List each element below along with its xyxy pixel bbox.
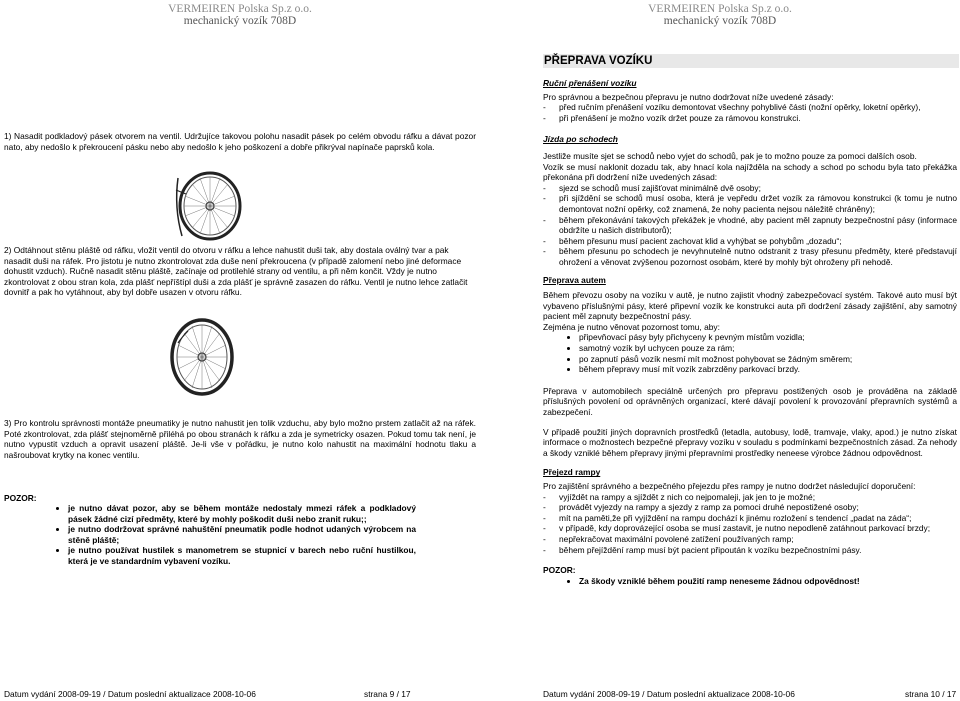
list-item: - během přejíždění ramp musí být pacient připoután k vozíku bezpečnostními pásy. [543, 545, 957, 556]
warning-item: • je nutno dávat pozor, aby se během montáže nedostaly mmezi ráfek a podkladový pásek žádné cizí předměty, které by mohly poškodit duši nebo zranit ruku;; [68, 503, 416, 524]
list-item: - při sjíždění se schodů musí osoba, která je vepředu držet vozík za rámovou konstrukci (k tomu je nutno demontovat nožní opěrky, což znamená, že nohy pacienta nejsou náležitě chráněny); [543, 193, 957, 214]
car-paragraph-2: Zejména je nutno věnovat pozornost tomu, aby: [543, 321, 720, 332]
hand-carry-intro: Pro správnou a bezpečnou přepravu je nutno dodržovat níže uvedené zásady: [543, 91, 834, 102]
step-1-text: 1) Nasadit podkladový pásek otvorem na ventil. Udržujíce takovou polohu nasadit pásek po celém obvodu ráfku a dávat pozor nato, aby nedošlo k překroucení pásku nebo aby nedošlo k jeho poškození a dobře přikrýval napínače paprsků kola. [4, 131, 476, 152]
section-heading-ramp: Přejezd rampy [543, 467, 601, 478]
right-content [543, 78, 957, 586]
stairs-paragraph-1: Jestliže musíte sjet se schodů nebo vyjet do schodů, pak je to možno pouze za pomoci dalších osob. [543, 150, 917, 161]
warning-label: POZOR: [4, 493, 37, 503]
list-item: • samotný vozík byl uchycen pouze za rám; [579, 343, 957, 354]
company-name: VERMEIREN Polska Sp.z o.o. [168, 3, 312, 15]
list-item: - v případě, kdy doprovázející osoba se musí zastavit, je nutno nepodleně zatáhnout parkovací brzdy; [543, 523, 957, 534]
warning-item: • je nutno dodržovat správné nahuštění pneumatik podle hodnot udaných výrobcem na stěně pláště; [68, 524, 416, 545]
section-heading-hand-carry: Ruční přenášení vozíku [543, 78, 637, 88]
company-name: VERMEIREN Polska Sp.z o.o. [648, 3, 792, 15]
step-3-text: 3) Pro kontrolu správnosti montáže pneumatiky je nutno nahustit jen tolik vzduchu, aby bylo možno prstem zatlačit až na ráfek. Poté zkontrolovat, zda plášť stejnoměrně přiléhá po obou stranách k ráfku a zda je symetricky osazen. Pokud tomu tak není, je nutno vypustit vzduch a opravit usazení pláště. Je-li vše v pořádku, je nutno kolo nahustit na maximální hodnotu tlaku a našroubovat krytky na konec ventilu. [4, 418, 476, 460]
list-item: - před ručním přenášení vozíku demontovat všechny pohyblivé části (nožní opěrky, loketní opěrky), [543, 102, 957, 113]
list-item: - během přesunu musí pacient zachovat klid a vyhýbat se pohybům „dozadu“; [543, 236, 957, 247]
list-item: • během přepravy musí mít vozík zabrzděny parkovací brzdy. [579, 364, 957, 375]
step-2-text: 2) Odtáhnout stěnu pláště od ráfku, vložit ventil do otvoru v ráfku a lehce nahustit duši tak, aby dostala oválný tvar a pak nasadit duši na ráfek. Pro jistotu je nutno zkontrolovat zda duše není překroucena (v případě zalomení nebo jiné deformace dohustit vzduch). Ručně nasadit stěnu pláště, začínaje od protilehlé strany od ventilu, a při něm končit. Vždy je nutno zkontrolovat z obou stran kola, zda plášť nepříštípl duši a zda plášť je správně zasazen do ráfku. Ventil je nutno lehce zatlačit dovnitř a pak ho vytáhnout, aby byl dobře usazen v otvoru ráfku. [4, 245, 468, 298]
list-item: - provádět vyjezdy na rampy a sjezdy z ramp za pomoci druhé nepostižené osoby; [543, 502, 957, 513]
section-heading-stairs: Jízda po schodech [543, 134, 618, 145]
stairs-paragraph-2: Vozík se musí naklonit dozadu tak, aby hnací kola najížděla na schody a schod po schodu byla tato překážka překonána při dodržení níže uvedených zásad: [543, 161, 957, 183]
footer-date: Datum vydání 2008-09-19 / Datum poslední aktualizace 2008-10-06 [543, 689, 795, 699]
section-title: PŘEPRAVA VOZÍKU [543, 54, 959, 68]
list-item: - během přesunu po schodech je nevyhnutelně nutno odstranit z trasy přesunu předměty, které představují ohrožení a věnovat zvýšenou pozornost osobám, které by mohly být ohroženy při nehodě. [543, 246, 957, 267]
car-paragraph-1: Během převozu osoby na vozíku v autě, je nutno zajistit vhodný zabezpečovací systém. Takové auto musí být vybaveno příslušnými pásy, které připevní vozík ke konstrukci auta při dodržení zásady zajištění, aby samotný pacient měl zapnuty bezpečnostní pásy. [543, 290, 957, 322]
list-item: - mít na paměti,že při vyjíždění na rampu dochází k jinému rozložení s tendencí „padat na záda“; [543, 513, 957, 524]
list-item: - během překonávání takových překážek je vhodné, aby pacient měl zapnuty bezpečnostní pásy (informace obdržíte u našich distributorů); [543, 215, 957, 236]
car-paragraph-3: Přeprava v automobilech speciálně určených pro přepravu postižených osob je prováděna na základě příslušných povolení od oprávněných organizací, které dávají povolení k provozování přepravních systémů a zabezpečení. [543, 385, 957, 418]
warning-item: • je nutno používat hustilek s manometrem se stupnicí v barech nebo ruční hustilkou, která je ve standardním vybavení vozíku. [68, 545, 416, 566]
tube-wheel-illustration [172, 170, 250, 242]
section-heading-car: Přeprava autem [543, 274, 606, 285]
page-header [0, 3, 480, 27]
model-name: mechanický vozík 708D [663, 15, 777, 27]
footer-page-number: strana 9 / 17 [364, 689, 411, 699]
list-item: • připevňovací pásy byly přichyceny k pevným místům vozidla; [579, 332, 957, 343]
footer-page-number: strana 10 / 17 [905, 689, 957, 699]
tire-wheel-illustration [168, 317, 238, 397]
warning-label: POZOR: [543, 565, 576, 576]
warning-item: • Za škody vzniklé během použití ramp neneseme žádnou odpovědnost! [579, 576, 957, 587]
page-header [480, 3, 960, 27]
model-name: mechanický vozík 708D [183, 15, 297, 27]
list-item: - vyjíždět na rampy a sjíždět z nich co nejpomaleji, jak jen to je možné; [543, 492, 957, 503]
warning-list [40, 503, 416, 567]
footer-date: Datum vydání 2008-09-19 / Datum poslední aktualizace 2008-10-06 [4, 689, 256, 699]
list-item: - sjezd se schodů musí zajišťovat minimálně dvě osoby; [543, 183, 957, 194]
list-item: - při přenášení je možno vozík držet pouze za rámovou konstrukci. [543, 113, 957, 124]
car-paragraph-4: V případě použití jiných dopravních prostředků (letadla, autobusy, lodě, tramvaje, vlaky, apod.) je nutno získat informace o možnostech bezpečné přepravy vozíku v souladu s podmínkami bezpečnostních zásad. Za nehody a škody vzniklé během přepravy jinými přepravními prostředky neneese výrobce žádnou odpovědnost. [543, 426, 957, 458]
list-item: • po zapnutí pásů vozík nesmí mít možnost pohybovat se žádným směrem; [579, 354, 957, 365]
ramp-intro: Pro zajištění správného a bezpečného přejezdu přes rampy je nutno dodržet následující doporučení: [543, 481, 916, 491]
list-item: - nepřekračovat maximální povolené zatížení používaných ramp; [543, 534, 957, 545]
